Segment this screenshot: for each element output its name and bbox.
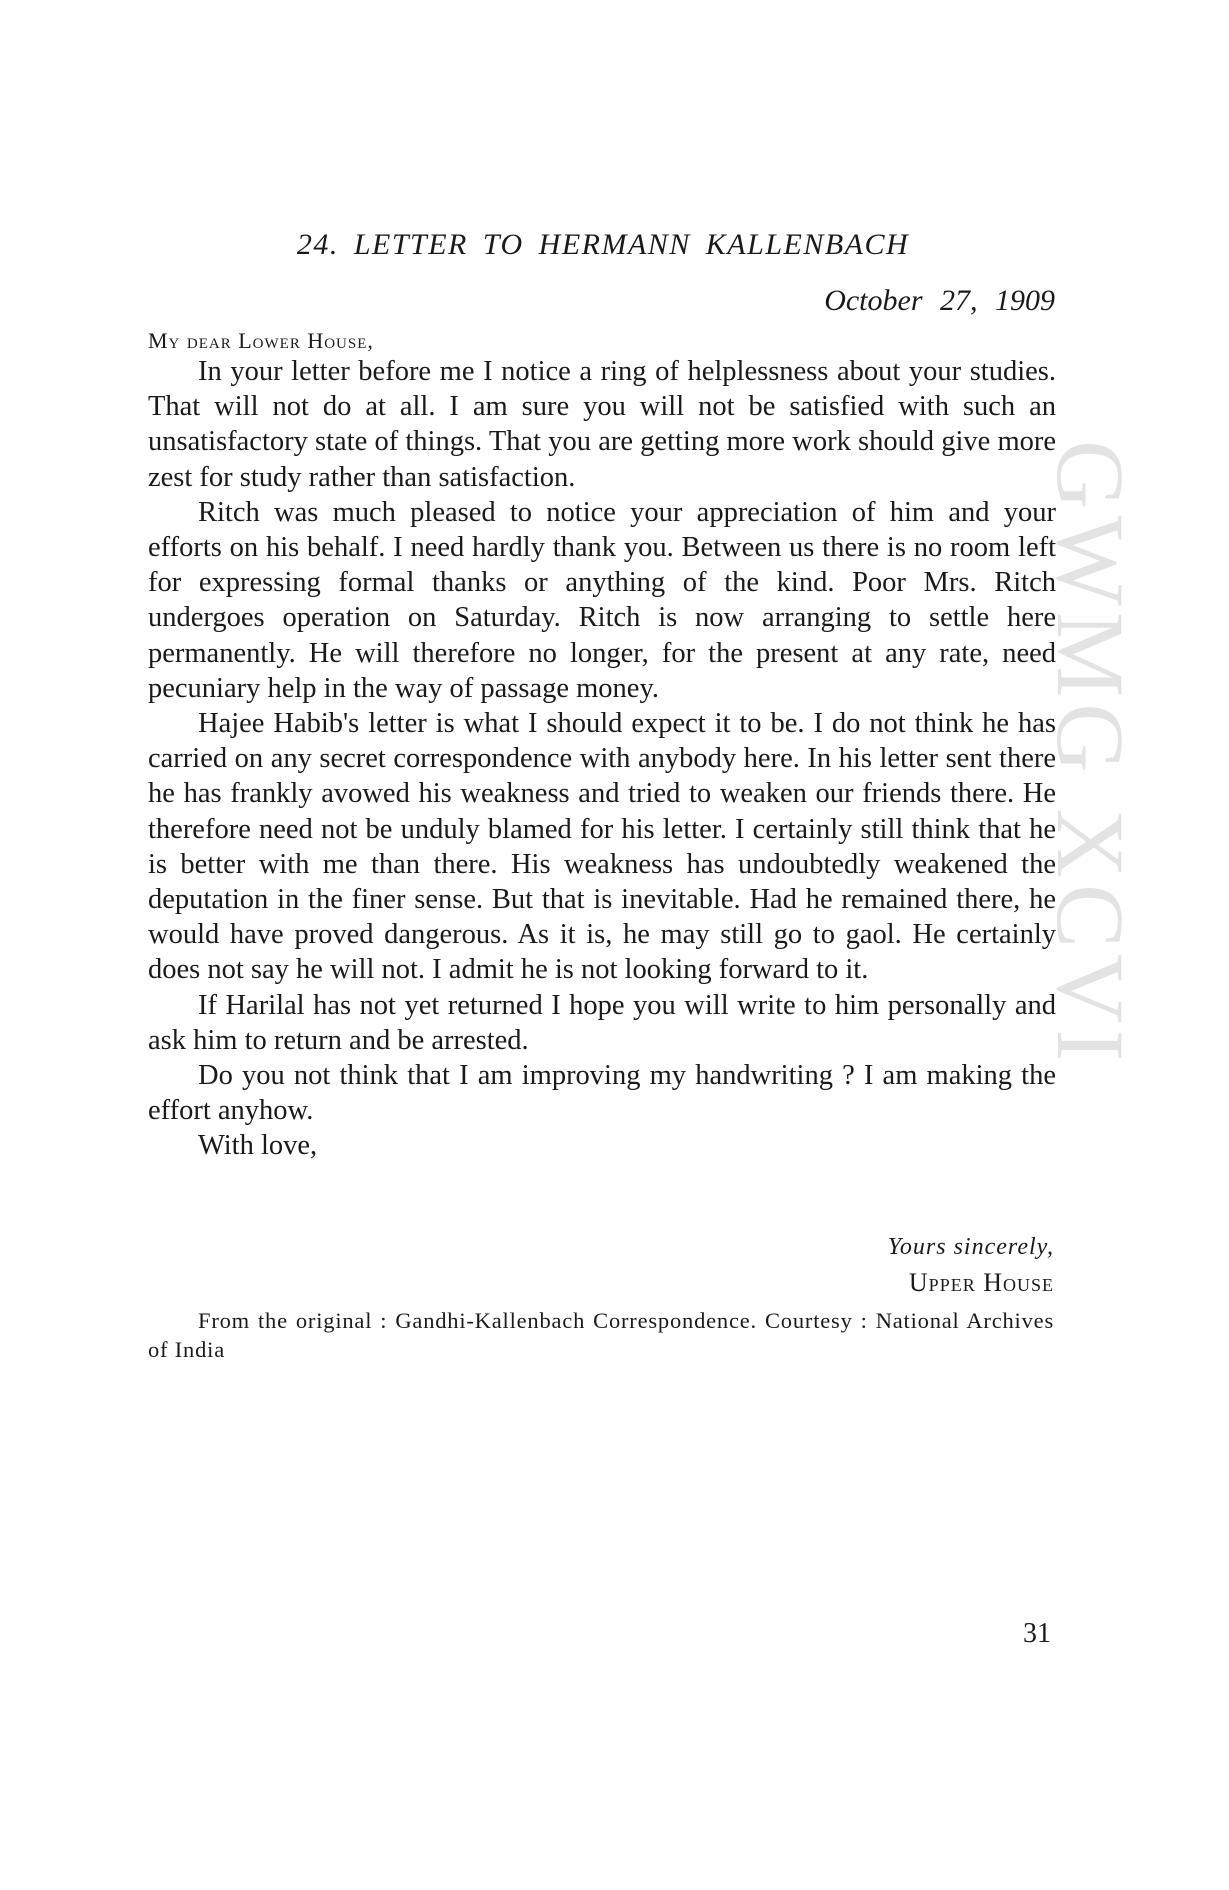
letter-date: October 27, 1909 (824, 284, 1055, 317)
salutation: My dear Lower House, (148, 328, 374, 353)
watermark-text: GWMG XCVI (1037, 440, 1144, 1068)
signoff: Yours sincerely, (887, 1234, 1054, 1260)
signature: Upper House (908, 1268, 1054, 1297)
paragraph-handwriting: Do you not think that I am improving my handwriting ? I am making the effort anyhow. (148, 1060, 1056, 1127)
source-note: From the original : Gandhi-Kallenbach Correspondence. Courtesy : National Archives of India (148, 1308, 1054, 1362)
page-number: 31 (1023, 1618, 1051, 1649)
letter-title: 24. LETTER TO HERMANN KALLENBACH (296, 228, 910, 261)
closing-line: With love, (198, 1130, 318, 1162)
paragraph-studies: In your letter before me I notice a ring of helplessness about your studies. That will not do at all. I am sure you will not be satisfied with such an unsatisfactory state of things. That you are getting more work should give more zest for study rather than satisfaction. (148, 356, 1056, 493)
paragraph-hajee-habib: Hajee Habib's letter is what I should expect it to be. I do not think he has carried on any secret correspondence with anybody here. In his letter sent there he has frankly avowed his weakness and tried to weaken our friends there. He therefore need not be unduly blamed for his letter. I certainly still think that he is better with me than there. His weakness has undoubtedly weakened the deputation in the finer sense. But that is inevitable. Had he remained there, he would have proved dangerous. As it is, he may still go to gaol. He certainly does not say he will not. I admit he is not looking forward to it. (148, 708, 1056, 986)
paragraph-ritch: Ritch was much pleased to notice your appreciation of him and your efforts on his behalf. I need hardly thank you. Between us there is no room left for expressing formal thanks or anything of the kind. Poor Mrs. Ritch undergoes operation on Saturday. Ritch is now arranging to settle here permanently. He will therefore no longer, for the present at any rate, need pecuniary help in the way of passage money. (148, 496, 1056, 704)
letter-body (148, 354, 1056, 1164)
paragraph-harilal: If Harilal has not yet returned I hope you will write to him personally and ask him to return and be arrested. (148, 989, 1056, 1056)
